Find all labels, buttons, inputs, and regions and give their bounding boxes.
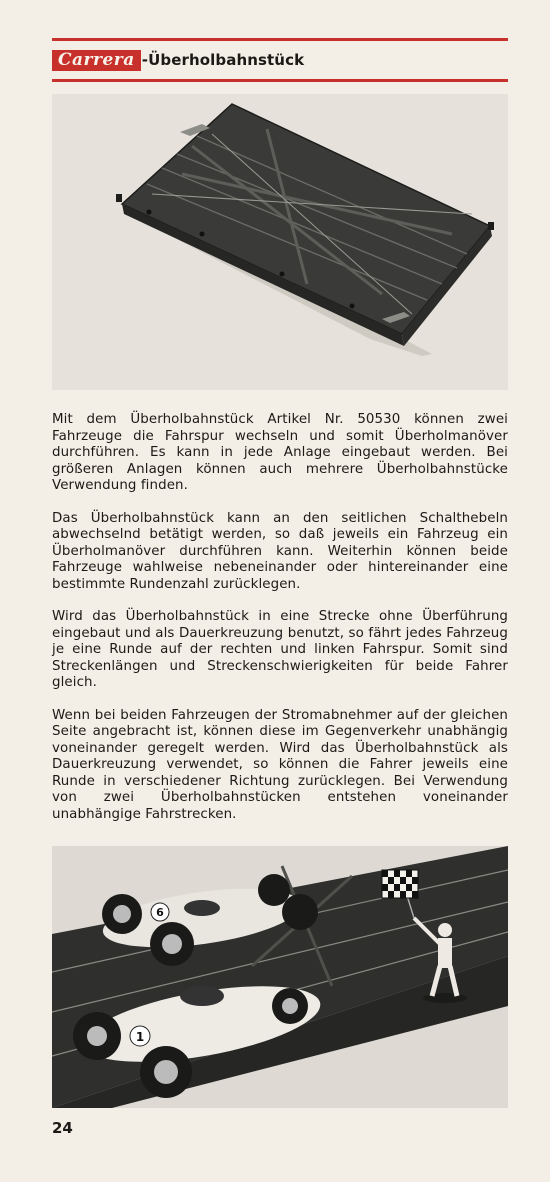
page-title: -Überholbahnstück [141,51,305,69]
page-header [52,48,508,72]
top-red-rule [52,38,508,41]
track-piece-photo [52,94,508,390]
car-number-1: 1 [135,1030,145,1044]
paragraph-3: Wird das Überholbahnstück in eine Strecke ohne Überführung eingebaut und als Dauerkreuzung benutzt, so fährt jedes Fahrzeug je eine Runde auf der rechten und linken Fahrspur. Somit sind Streckenlängen und Streckenschwierigkeiten für beide Fahrer gleich. [52,609,508,690]
race-cars-photo [52,846,508,1108]
bottom-red-rule [52,79,508,82]
paragraph-4: Wenn bei beiden Fahrzeugen der Stromabnehmer auf der gleichen Seite angebracht ist, können diese im Gegenverkehr unabhängig voneinander geregelt werden. Wird das Überholbahnstück als Dauerkreuzung verwendet, so können die Fahrer jeweils eine Runde in verschiedener Richtung zurücklegen. Bei Verwendung von zwei Überholbahnstücken entstehen voneinander unabhängige Fahrstrecken. [52,707,508,822]
paragraph-1: Mit dem Überholbahnstück Artikel Nr. 50530 können zwei Fahrzeuge die Fahrspur wechseln und somit Überholmanöver durchführen. Es kann in jede Anlage eingebaut werden. Bei größeren Anlagen können auch mehrere Überholbahnstücke Verwendung finden. [52,412,508,493]
paragraph-2: Das Überholbahnstück kann an den seitlichen Schalthebeln abwechselnd betätigt werden, so daß jeweils ein Fahrzeug ein Überholmanöver durchführen kann. Weiterhin können beide Fahrzeuge wahlweise nebeneinander oder hintereinander eine bestimmte Rundenzahl zurücklegen. [52,510,508,592]
car-number-6: 6 [156,906,164,919]
race-cars-illustration [52,846,508,1108]
body-text [52,412,508,839]
carrera-logo: Carrera [52,50,141,71]
page-number: 24 [52,1119,73,1137]
track-piece-illustration [52,94,508,390]
